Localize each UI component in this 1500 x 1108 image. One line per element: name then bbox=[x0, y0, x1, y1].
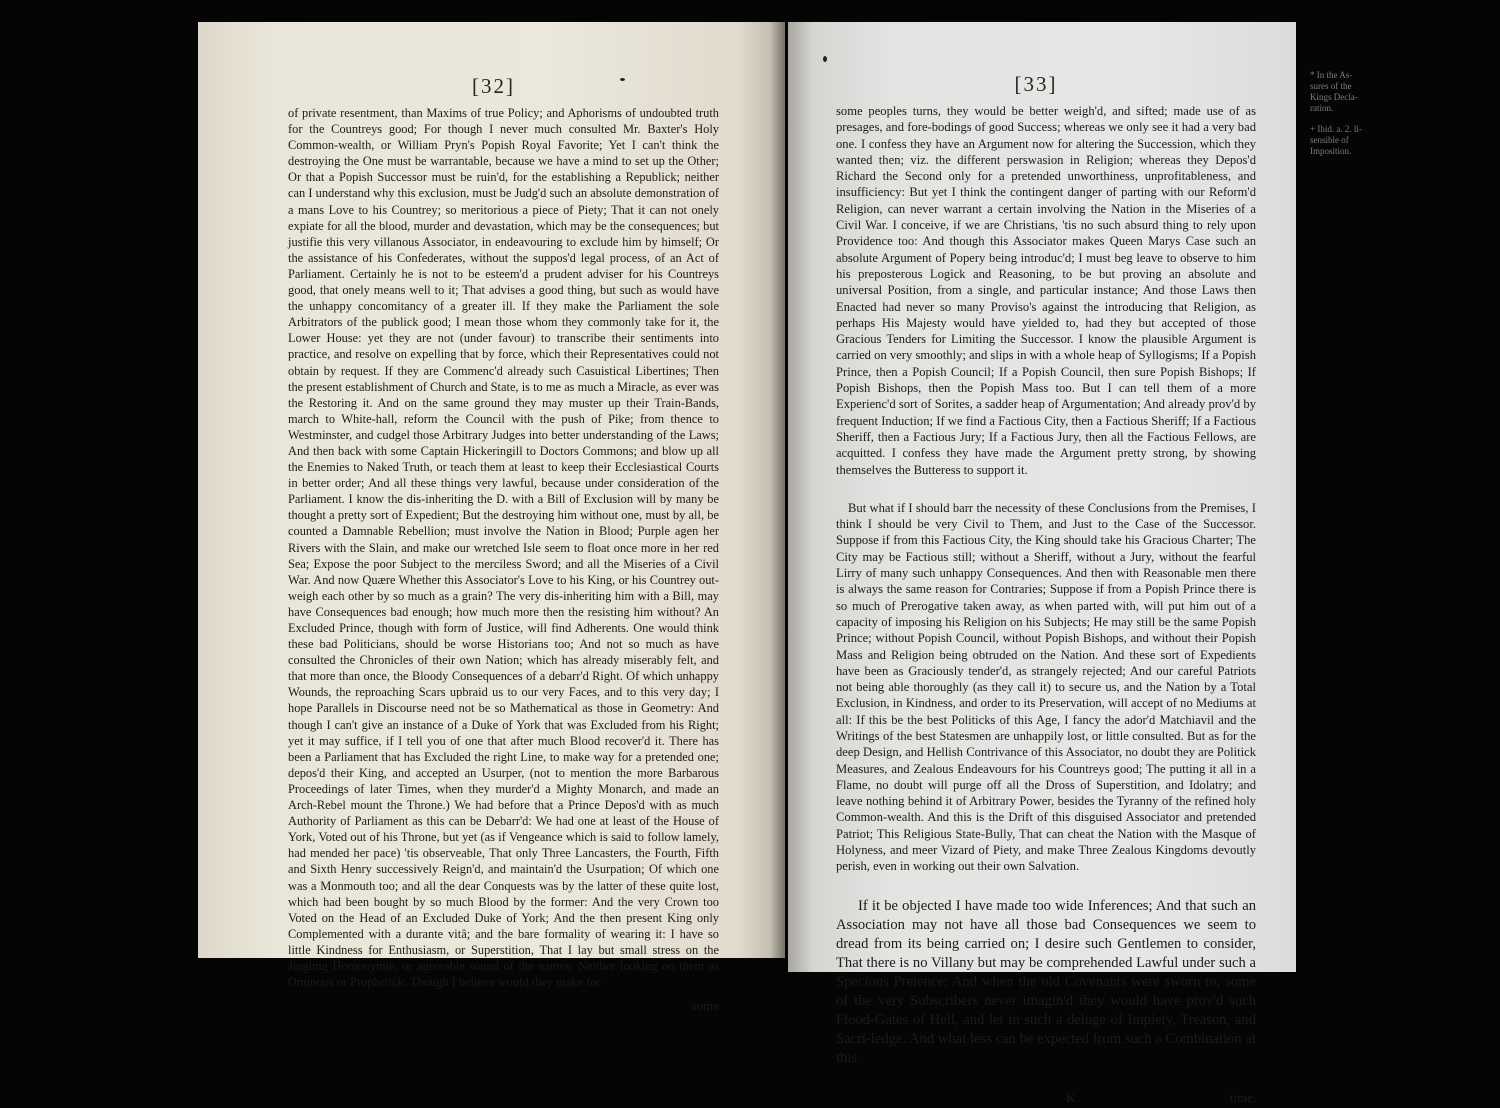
signature-mark: K bbox=[1066, 1089, 1076, 1105]
right-catchword: time. bbox=[1229, 1089, 1256, 1105]
left-catchword: some bbox=[691, 998, 719, 1014]
left-page-footer bbox=[288, 998, 719, 1016]
marginal-line: sures of the bbox=[1310, 81, 1352, 91]
marginal-line: * In the As- bbox=[1310, 70, 1353, 80]
marginal-line: + Ibid. a. 2. li- bbox=[1310, 124, 1362, 134]
right-page bbox=[788, 22, 1296, 1105]
right-paragraph-1: some peoples turns, they would be better weigh'd, and sifted; made use of as presages, and fore-bodings of good Success; whereas we only see it had a very bad one. I confess they have an Argument now for altering the Succession, which they wanted then; viz. the different perswasion in Religion; whereas they Depos'd Richard the Second only for a pretended unworthiness, unprofitableness, and insufficiency: But yet I think the contingent danger of parting with our Reform'd Religion, can never warrant a certain involving the Nation in the Miseries of a Civil War. I conceive, if we are Christians, 'tis no such absurd thing to rely upon Providence too: And though this Associator makes Queen Marys Case such an absolute Argument of Popery being introduc'd; I must beg leave to observe to him his preposterous Logick and Reasoning, to be but proving an absolute and universal Position, from a single, and particular instance; And those Laws then Enacted had never so many Proviso's against the introducing that Religion, as perhaps His Majesty would have yielded to, had they but accepted of those Gracious Tenders for Limiting the Successor. I know the plausible Argument is carried on very smoothly; and slips in with a whole heap of Syllogisms; If a Popish Prince, then a Popish Council; If a Popish Council, then sure Popish Bishops; If Popish Bishops, then the Popish Mass too. But I can tell them of a more Experienc'd sort of Sorites, a sadder heap of Argumentation; And already prov'd by frequent Induction; If we find a Factious City, then a Factious Sheriff; If a Factious Sheriff, then a Factious Jury; If a Factious Jury, then all the Factious Fellows, are acquitted. I confess they have made the Argument pretty strong, by showing themselves the Butteress to support it. bbox=[836, 104, 1256, 477]
marginal-note bbox=[1310, 70, 1388, 157]
left-page-number: [32] bbox=[472, 74, 515, 98]
right-paragraph-2: But what if I should barr the necessity of these Conclusions from the Premises, I think I should be very Civil to Them, and Just to the Case of the Successor. Suppose if from this Factious City, the King should take his Gracious Charter; The City may be Factious still; without a Sheriff, without a Jury, without the fearful Lirry of many such unhappy Consequences. And then with Reasonable men there is always the same reason for Contraries; Suppose if from a Popish Prince there is so much of Prerogative taken away, as when parted with, will put him out of a capacity of imposing his Religion on his Subjects; He may still be the same Popish Prince; without Popish Council, without Popish Bishops, and without their Popish Mass and Religion being obtruded on the Nation. And these sort of Expedients have been as Graciously tender'd, as strangely rejected; And our careful Patriots not being able thoroughly (as they call it) to secure us, and the Nation by a Total Exclusion, in Kindness, and order to its Preservation, will accept of no Mediums at all: If this be the best Politicks of this Age, I fancy the ador'd Matchiavil and the Writings of the best Statesmen are unhappily lost, or little consulted. But as for the deep Design, and Hellish Contrivance of this Associator, no doubt they are Politick Measures, and Zealous Endeavours for his Countreys good; The putting it all in a Flame, no doubt will purge off all the Dross of Superstition, and Idolatry; and leave nothing behind it of Arbitrary Power, besides the Tyranny of the refined holy Common-wealth. And this is the Drift of this disguised Associator and pretended Patriot; This Religious State-Bully, That can cheat the Nation with the Masque of Holyness, and meer Vizard of Piety, and make Three Zealous Kingdoms devoutly perish, even in working out their own Salvation. bbox=[836, 500, 1256, 874]
right-paragraph-3: If it be objected I have made too wide Inferences; And that such an Association may not have all those bad Consequences we seem to dread from its being carried on; I desire such Gentlemen to consider, That there is no Villany but may be comprehended Lawful under such a Specious Pretence; And when the old Covenants were sworn to, some of the very Subscribers never imagin'd they would have prov'd such Flood-Gates of Hell, and let in such a deluge of Impiety, Treason, and Sacri-ledge. And what less can be expected from such a Combination at this bbox=[836, 897, 1256, 1066]
marginal-line: Imposition. bbox=[1310, 146, 1352, 156]
ink-speck bbox=[823, 56, 827, 62]
left-page-text: of private resentment, than Maxims of true Policy; and Aphorisms of undoubted truth for the Countreys good; For though I never much consulted Mr. Baxter's Holy Common-wealth, or William Pryn's Popish Royal Favorite; Yet I can't think the destroying the One must be warrantable, because we have a mind to set up the Other; Or that a Popish Successor must be ruin'd, for the establishing a Republick; neither can I understand why this exclusion, must be Judg'd such an absolute demonstration of a mans Love to his Countrey; so meritorious a piece of Piety; That it can not onely expiate for all the blood, murder and devastation, which may be the consequences; but justifie this very villanous Associator, in endeavouring to exclude him by himself; Or the assistance of his Confederates, without the suppos'd legal process, of an Act of Parliament. Certainly he is not to be esteem'd a prudent adviser for his Countreys good, that onely means well to it; That advises a good thing, but such as would have the unhappy concomitancy of a greater ill. If they make the Parliament the sole Arbitrators of the publick good; I mean those whom they commonly take for it, the Lower House: yet they are not (under favour) to transcribe their sentiments into practice, and resolve on expelling that by force, which their Representatives could not obtain by request. If they are Commenc'd already such Casuistical Libertines; Then the present establishment of Church and State, is to me as much a Miracle, as ever was the Restoring it. And on the same ground they may muster up their Train-Bands, march to White-hall, reform the Council with the push of Pike; from thence to Westminster, and cudgel those Arbitrary Judges into better understanding of the Laws; And then back with some Captain Hickeringill to Doctors Commons; and blow up all the Enemies to Naked Truth, or teach them at least to keep their Ecclesiastical Courts in better order; And all these things very lawful, because under consideration of the Parliament. I know the dis-inheriting the D. with a Bill of Exclusion will by many be thought a pretty sort of Expedient; But the destroying him without one, must by all, be counted a Damnable Rebellion; must involve the Nation in Blood; Purple agen her Rivers with the Slain, and make our wretched Isle seem to float once more in her red Sea; Expose the poor Subject to the merciless Sword; and all the Miseries of a Civil War. And now Quære Whether this Associator's Love to his King, or his Countrey out-weigh each other by so much as a grain? The very dis-inheriting him with a Bill, may have Consequences bad enough; how much more then the resisting him without? An Excluded Prince, though with form of Justice, will find Adherents. One would think these bad Politicians, should be worse Historians too; And not so much as have consulted the Chronicles of their own Nation; which has already miserably felt, and that more than once, the Bloody Consequences of a debarr'd Right. Of which unhappy Wounds, the reproaching Scars upbraid us to our very Faces, and to this very day; I hope Parallels in Discourse need not be so Mathematical as those in Geometry: And though I can't give an instance of a Duke of York that was Excluded from his Right; yet it may suffice, if I tell you of one that after much Blood recover'd it. There has been a Parliament that has Excluded the right Line, to make way for a pretended one; depos'd their King, and accepted an Usurper, (not to mention the more Barbarous Proceedings of later Times, when they murder'd a Mighty Monarch, and made an Arch-Rebel mount the Throne.) We had before that a Prince Depos'd with as much Authority of Parliament as this can be Debarr'd: We had one at least of the House of York, Voted out of his Throne, but yet (as if Vengeance which is said to follow lamely, had mended her pace) 'tis observeable, That only Three Lancasters, the Fourth, Fifth and Sixth Henry successively Reign'd, and maintain'd the Usurpation; Of which one was a Monmouth too; and all the dear Conquests was by the latter of these quite lost, which had been bought by so much Blood by the former: And the very Crown too Voted on the Head of an Excluded Duke of York; And the then present King only Complemented with a durante vitâ; and the bare formality of wearing it: I have so little Kindness for Enthusiasm, or Superstition, That I lay but small stress on the Jingling Homonymie, or agreeable sound of the names; Neither looking on them as Ominous or Prophetick: Though I believe would they make for bbox=[288, 106, 719, 990]
marginal-line bbox=[1310, 114, 1388, 124]
marginal-line: sensible of bbox=[1310, 135, 1349, 145]
marginal-line: ration. bbox=[1310, 103, 1334, 113]
marginal-line: Kings Decla- bbox=[1310, 92, 1358, 102]
right-page-footer bbox=[836, 1090, 1256, 1108]
right-page-number: [33] bbox=[1014, 72, 1058, 96]
left-page bbox=[198, 22, 785, 1014]
ink-speck bbox=[620, 78, 625, 81]
